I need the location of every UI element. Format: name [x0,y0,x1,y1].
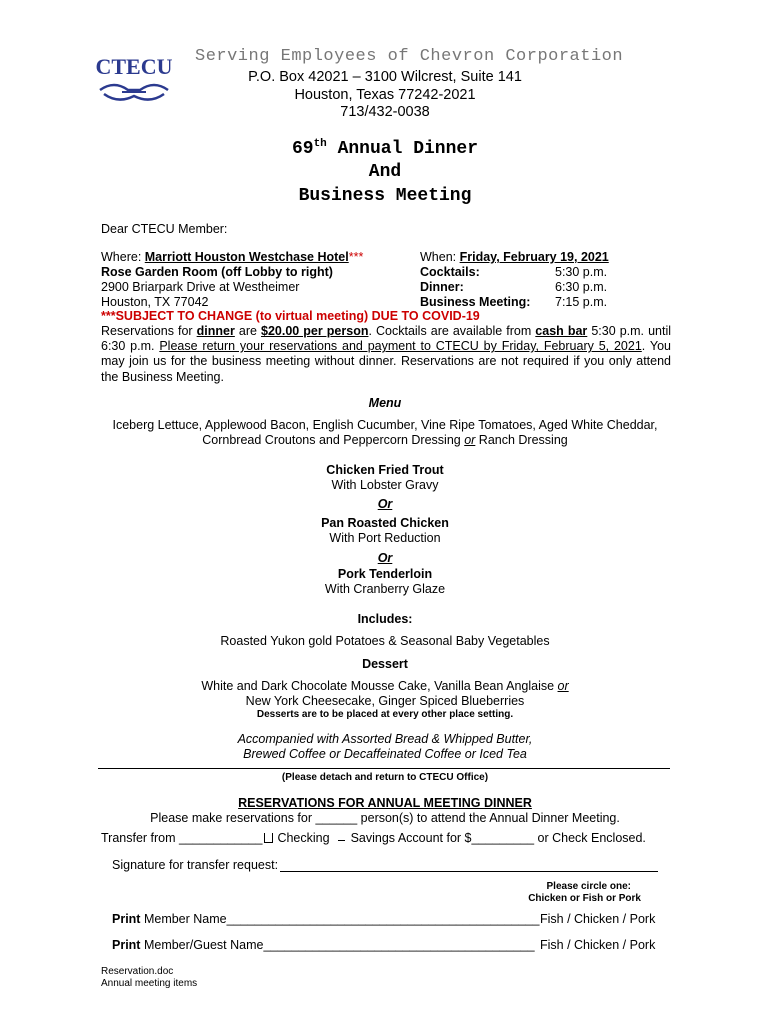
reservation-paragraph: Reservations for dinner are $20.00 per person. Cocktails are available from cash bar 5:30 p.m. until 6:30 p.m. Please return your reservations and payment to CTECU by Friday, February 5, 2021. You may join us for the business meeting without dinner. Reservations are not required if you only attend the Business Meeting. [101,324,672,384]
signature-line[interactable] [280,871,658,872]
accompaniment-line-2: Brewed Coffee or Decaffeinated Coffee or Iced Tea [243,747,527,761]
signature-label: Signature for transfer request: [112,858,279,872]
or-separator: Or [377,497,393,511]
when-date: When: Friday, February 19, 2021 [420,250,609,264]
schedule-label: Business Meeting: [420,295,531,309]
includes-heading: Includes: [357,612,413,626]
dessert-note: Desserts are to be placed at every other place setting. [256,709,514,720]
title-line-1: 69th Annual Dinner [291,138,479,159]
form-heading: RESERVATIONS FOR ANNUAL MEETING DINNER [238,796,532,810]
schedule-label: Dinner: [420,280,464,294]
covid-notice: ***SUBJECT TO CHANGE (to virtual meeting) DUE TO COVID-19 [101,309,480,323]
footer-line-1: Reservation.doc [101,966,174,977]
dessert-line-2: New York Cheesecake, Ginger Spiced Blueberries [245,694,525,708]
salad-line-2: Cornbread Croutons and Peppercorn Dressing or Ranch Dressing [202,433,568,447]
entree-desc: With Lobster Gravy [331,478,439,492]
entree-name: Pan Roasted Chicken [321,516,449,530]
address-line-1: P.O. Box 42021 – 3100 Wilcrest, Suite 141 [248,69,522,85]
phone: 713/432-0038 [340,104,430,120]
svg-text:CTECU: CTECU [95,54,173,79]
where-city: Houston, TX 77042 [101,295,209,309]
dessert-heading: Dessert [362,657,408,671]
schedule-time: 6:30 p.m. [555,280,608,294]
circle-note-1: Please circle one: [546,881,631,892]
org-line: Serving Employees of Chevron Corporation [195,47,624,66]
member-name-row[interactable]: Print Member Name_____________________________________________ [112,912,540,926]
entree-desc: With Cranberry Glaze [324,582,446,596]
form-reservation-count-line: Please make reservations for ______ person(s) to attend the Annual Dinner Meeting. [150,811,620,825]
where-street: 2900 Briarpark Drive at Westheimer [101,280,300,294]
detach-divider [98,768,670,769]
member-meal-choice[interactable]: Fish / Chicken / Pork [540,912,656,926]
includes-text: Roasted Yukon gold Potatoes & Seasonal Baby Vegetables [220,634,550,648]
footer-line-2: Annual meeting items [101,978,198,989]
savings-checkbox-icon[interactable] [338,840,345,841]
or-separator: Or [377,551,393,565]
circle-note-2: Chicken or Fish or Pork [528,893,641,904]
menu-heading: Menu [368,396,402,410]
where-venue: Where: Marriott Houston Westchase Hotel*** [101,250,364,264]
ctecu-logo [94,50,174,114]
entree-name: Pork Tenderloin [337,567,433,581]
greeting: Dear CTECU Member: [101,222,228,236]
salad-line-1: Iceberg Lettuce, Applewood Bacon, English Cucumber, Vine Ripe Tomatoes, Aged White Cheddar, [112,418,658,432]
schedule-time: 5:30 p.m. [555,265,608,279]
title-line-3: Business Meeting [298,186,472,206]
schedule-label: Cocktails: [420,265,480,279]
detach-note: (Please detach and return to CTECU Office) [281,772,489,783]
guest-meal-choice[interactable]: Fish / Chicken / Pork [540,938,656,952]
schedule-time: 7:15 p.m. [555,295,608,309]
accompaniment-line-1: Accompanied with Assorted Bread & Whipped Butter, [237,732,533,746]
guest-name-row[interactable]: Print Member/Guest Name_______________________________________ [112,938,535,952]
entree-desc: With Port Reduction [329,531,441,545]
transfer-line: Transfer from ____________ Checking Savings Account for $_________ or Check Enclosed. [101,831,646,845]
dessert-line-1: White and Dark Chocolate Mousse Cake, Vanilla Bean Anglaise or [201,679,569,693]
checking-checkbox-icon[interactable] [264,833,273,843]
where-room: Rose Garden Room (off Lobby to right) [101,265,333,279]
address-line-2: Houston, Texas 77242-2021 [294,87,476,103]
entree-name: Chicken Fried Trout [326,463,444,477]
title-line-2: And [368,162,402,182]
